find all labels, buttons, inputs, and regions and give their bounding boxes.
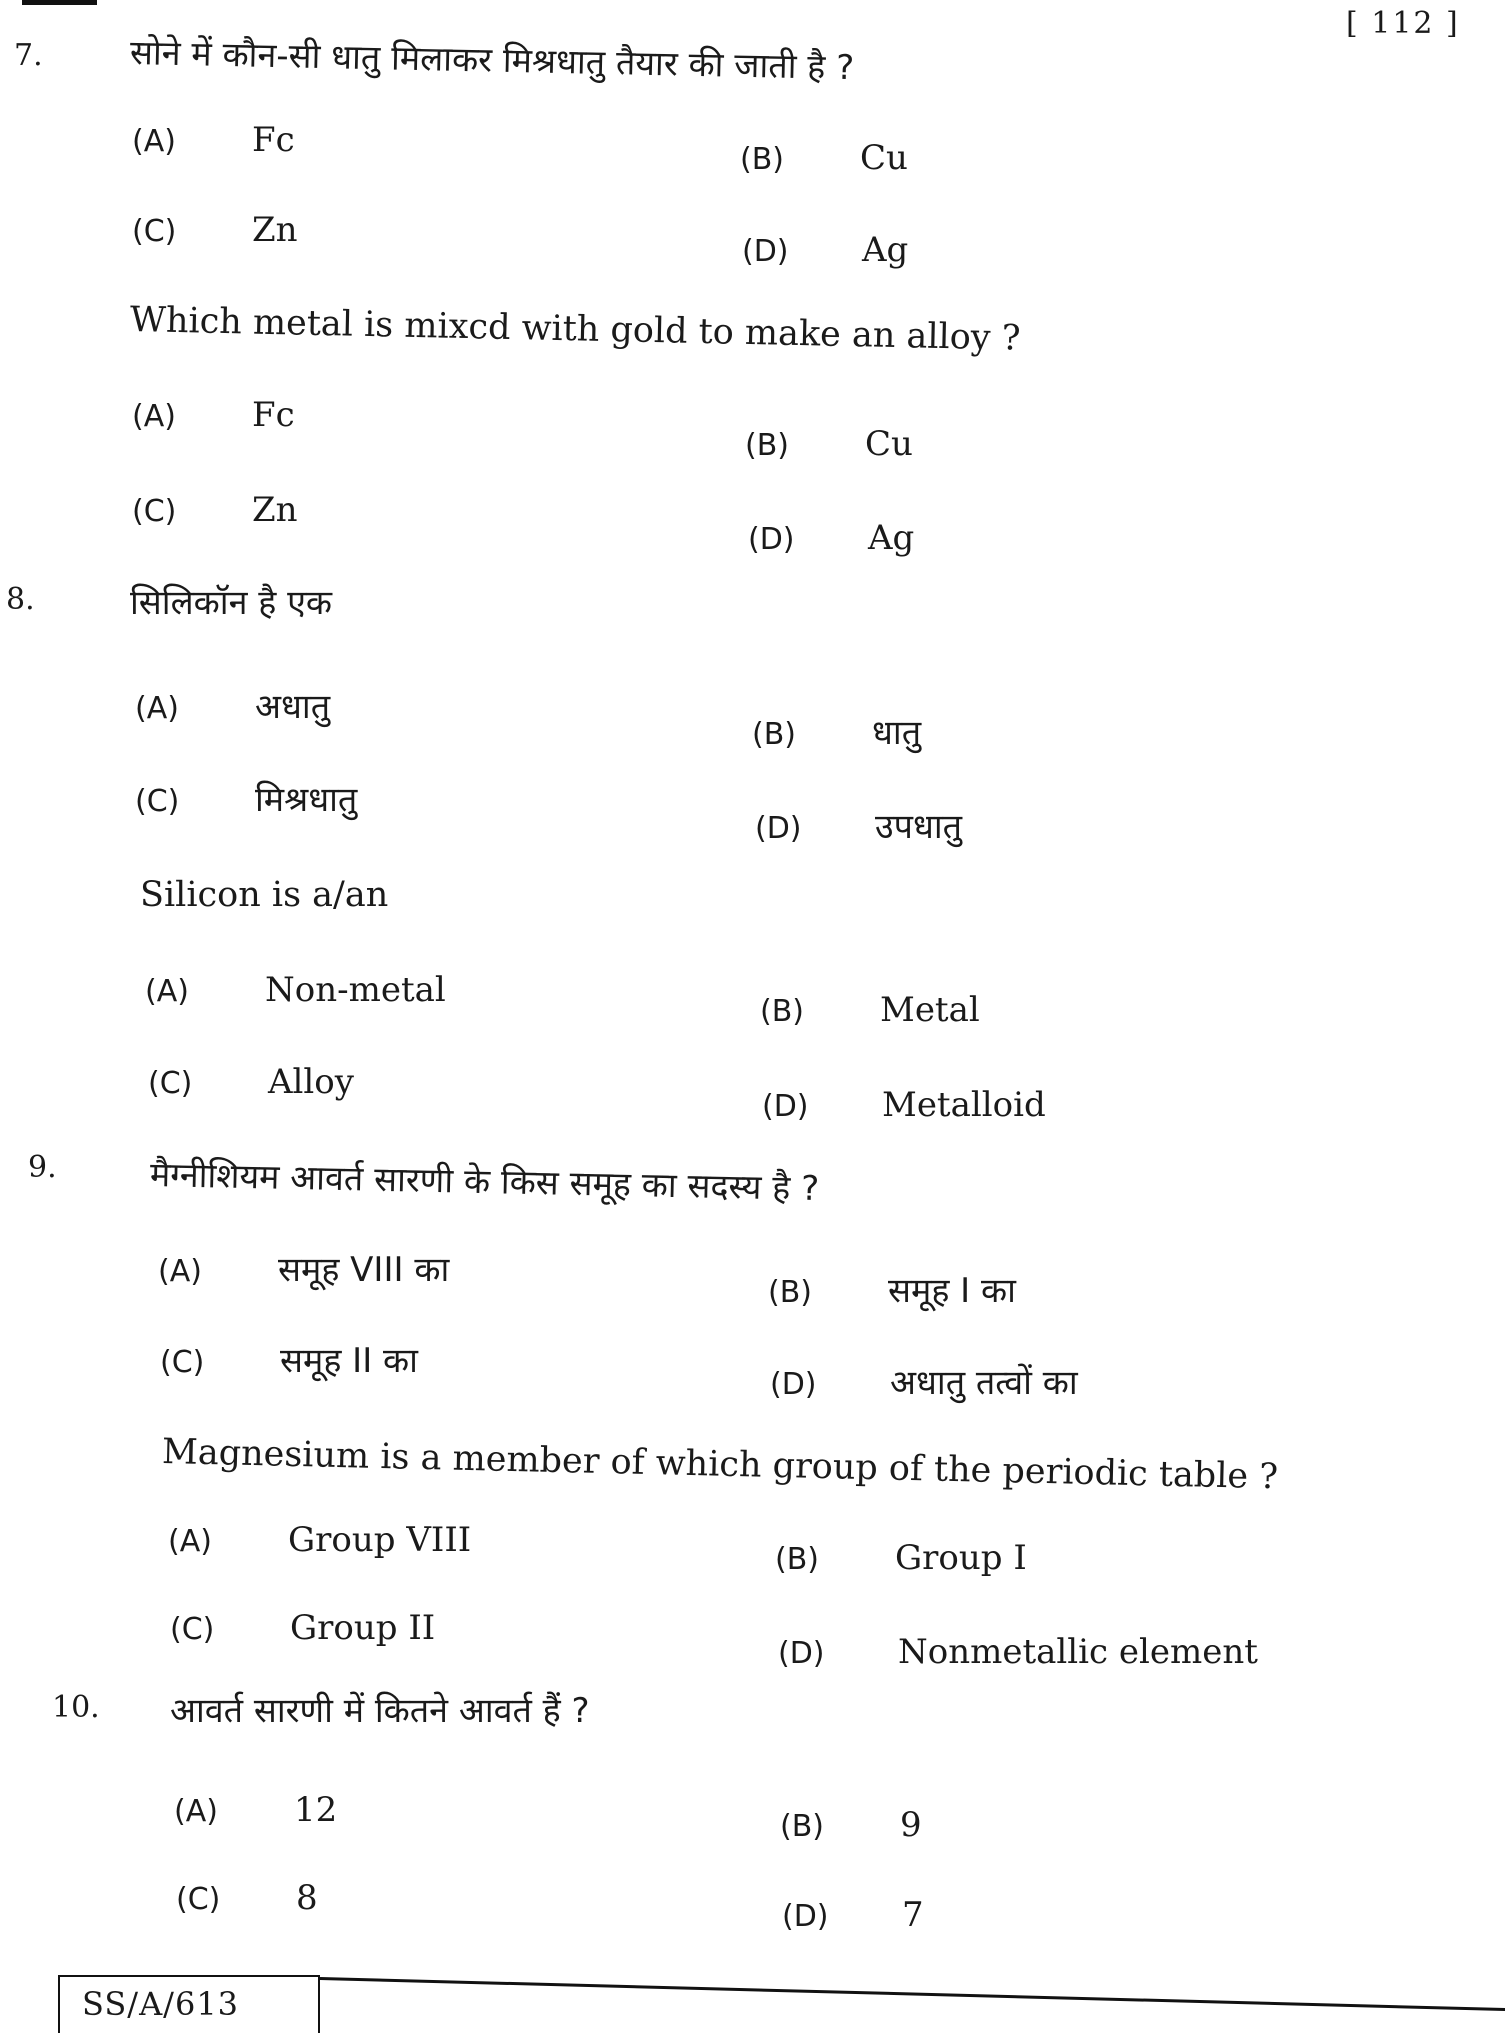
q7-hi-option-b[interactable] <box>740 138 908 178</box>
q9-hi-option-c[interactable] <box>160 1336 418 1382</box>
q10-option-d[interactable] <box>782 1895 924 1935</box>
q7-en-option-a[interactable] <box>132 395 295 435</box>
q8-hi-option-a[interactable] <box>135 682 330 728</box>
option-label: (B) <box>775 1542 819 1577</box>
q8-en-option-d[interactable] <box>762 1085 1046 1125</box>
option-value: Fc <box>252 120 295 160</box>
q9-hi-option-a[interactable] <box>158 1245 449 1291</box>
option-label: (A) <box>168 1524 212 1559</box>
question-7-number: 7. <box>14 38 43 73</box>
q9-en-option-c[interactable] <box>170 1608 435 1648</box>
page-number: [ 112 ] <box>1346 6 1460 41</box>
option-label: (C) <box>170 1612 215 1647</box>
option-value: 8 <box>296 1878 318 1918</box>
q9-hi-option-b[interactable] <box>768 1266 1016 1312</box>
q8-hi-option-c[interactable] <box>135 775 357 821</box>
option-label: (B) <box>740 142 784 177</box>
option-value: समूह I का <box>888 1271 1016 1311</box>
option-label: (D) <box>742 234 789 269</box>
option-label: (A) <box>145 974 189 1009</box>
q7-hi-option-d[interactable] <box>742 230 908 270</box>
q9-en-option-d[interactable] <box>778 1632 1258 1672</box>
option-label: (A) <box>132 399 176 434</box>
option-label: (D) <box>748 522 795 557</box>
q7-hi-option-c[interactable] <box>132 210 298 250</box>
q9-hi-option-d[interactable] <box>770 1358 1078 1404</box>
option-label: (A) <box>174 1794 218 1829</box>
option-value: 7 <box>902 1895 924 1935</box>
question-7-english-text: Which metal is mixcd with gold to make an alloy ? <box>129 300 1021 359</box>
option-value: 9 <box>900 1805 922 1845</box>
top-edge-mark <box>22 0 97 5</box>
question-8-number: 8. <box>6 582 35 617</box>
option-value: 12 <box>294 1790 338 1830</box>
option-value: उपधातु <box>875 807 963 847</box>
option-label: (D) <box>755 811 802 846</box>
option-label: (C) <box>132 214 177 249</box>
option-label: (C) <box>160 1345 205 1380</box>
question-8-hindi-text: सिलिकॉन है एक <box>130 583 333 623</box>
q7-en-option-b[interactable] <box>745 424 913 464</box>
option-label: (D) <box>778 1636 825 1671</box>
q10-option-a[interactable] <box>174 1790 337 1830</box>
q10-option-b[interactable] <box>780 1805 922 1845</box>
option-value: Nonmetallic element <box>898 1632 1258 1672</box>
option-value: Ag <box>868 518 915 558</box>
option-value: Non-metal <box>265 970 446 1010</box>
question-10-number: 10. <box>52 1690 100 1725</box>
option-value: Fc <box>252 395 295 435</box>
option-label: (B) <box>760 994 804 1029</box>
option-label: (C) <box>176 1882 221 1917</box>
option-value: Cu <box>860 138 908 178</box>
option-value: Ag <box>862 230 909 270</box>
q7-en-option-d[interactable] <box>748 518 914 558</box>
option-value: समूह II का <box>280 1341 418 1381</box>
paper-code-box: SS/A/613 <box>58 1975 320 2033</box>
option-label: (D) <box>770 1367 817 1402</box>
question-9-english-text: Magnesium is a member of which group of the periodic table ? <box>161 1432 1279 1498</box>
q7-en-option-c[interactable] <box>132 490 298 530</box>
option-label: (A) <box>158 1254 202 1289</box>
option-label: (D) <box>762 1089 809 1124</box>
q8-hi-option-b[interactable] <box>752 708 921 754</box>
option-value: Zn <box>252 210 298 250</box>
option-label: (B) <box>745 428 789 463</box>
option-label: (C) <box>148 1066 193 1101</box>
option-value: Metalloid <box>882 1085 1046 1125</box>
q8-en-option-a[interactable] <box>145 970 446 1010</box>
option-label: (B) <box>768 1275 812 1310</box>
question-9-hindi-text: मैग्नीशियम आवर्त सारणी के किस समूह का सदस्य है ? <box>149 1155 820 1210</box>
option-value: अधातु <box>255 687 331 727</box>
q8-en-option-c[interactable] <box>148 1062 354 1102</box>
question-9-number: 9. <box>28 1150 57 1185</box>
question-8-english-text: Silicon is a/an <box>140 875 389 915</box>
option-value: मिश्रधातु <box>255 780 358 820</box>
option-label: (B) <box>752 717 796 752</box>
option-label: (A) <box>135 691 179 726</box>
q9-en-option-b[interactable] <box>775 1538 1027 1578</box>
option-value: Zn <box>252 490 298 530</box>
option-label: (C) <box>132 494 177 529</box>
question-10-hindi-text: आवर्त सारणी में कितने आवर्त हैं ? <box>170 1691 590 1731</box>
option-value: समूह VIII का <box>278 1250 450 1290</box>
option-label: (B) <box>780 1809 824 1844</box>
option-label: (D) <box>782 1899 829 1934</box>
option-value: अधातु तत्वों का <box>890 1363 1078 1403</box>
option-label: (C) <box>135 784 180 819</box>
option-value: Group II <box>290 1608 436 1648</box>
q10-option-c[interactable] <box>176 1878 318 1918</box>
q7-hi-option-a[interactable] <box>132 120 295 160</box>
option-value: Alloy <box>268 1062 354 1102</box>
option-value: Cu <box>865 424 913 464</box>
q8-hi-option-d[interactable] <box>755 802 962 848</box>
option-value: Metal <box>880 990 980 1030</box>
option-value: Group VIII <box>288 1520 472 1560</box>
footer-rule <box>320 1977 1505 2011</box>
q8-en-option-b[interactable] <box>760 990 980 1030</box>
q9-en-option-a[interactable] <box>168 1520 471 1560</box>
option-value: Group I <box>895 1538 1027 1578</box>
option-value: धातु <box>872 713 922 753</box>
question-7-hindi-text: सोने में कौन-सी धातु मिलाकर मिश्रधातु तैयार की जाती है ? <box>129 33 855 89</box>
option-label: (A) <box>132 124 176 159</box>
